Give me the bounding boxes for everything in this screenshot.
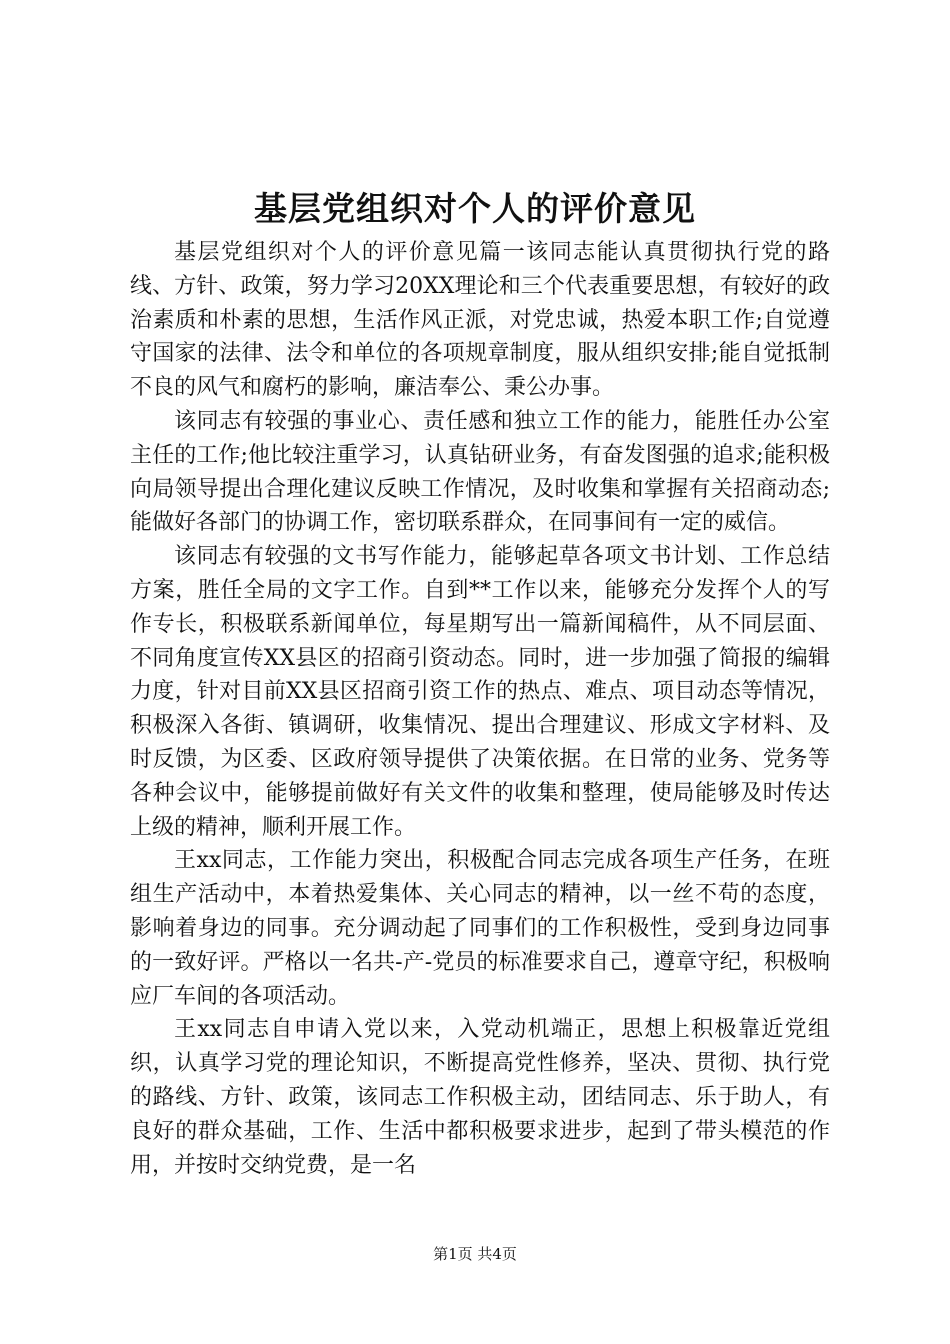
paragraph-4: 王xx同志，工作能力突出，积极配合同志完成各项生产任务，在班组生产活动中，本着热爱集体、关心同志的精神，以一丝不苟的态度，影响着身边的同事。充分调动起了同事们的工作积极性，受到身边同事的一致好评。严格以一名共-产-党员的标准要求自己，遵章守纪，积极响应厂车间的各项活动。 xyxy=(130,848,830,1009)
paragraph-5: 王xx同志自申请入党以来，入党动机端正，思想上积极靠近党组织，认真学习党的理论知识，不断提高党性修养，坚决、贯彻、执行党的路线、方针、政策，该同志工作积极主动，团结同志、乐于助人，有良好的群众基础，工作、生活中都积极要求进步，起到了带头模范的作用，并按时交纳党费，是一名 xyxy=(130,1017,830,1178)
paragraph-2: 该同志有较强的事业心、责任感和独立工作的能力，能胜任办公室主任的工作;他比较注重学习，认真钻研业务，有奋发图强的追求;能积极向局领导提出合理化建议反映工作情况，及时收集和掌握有关招商动态;能做好各部门的协调工作，密切联系群众，在同事间有一定的威信。 xyxy=(130,408,830,536)
document-body xyxy=(130,236,830,1182)
paragraph-1: 基层党组织对个人的评价意见篇一该同志能认真贯彻执行党的路线、方针、政策，努力学习20XX理论和三个代表重要思想，有较好的政治素质和朴素的思想，生活作风正派，对党忠诚，热爱本职工作;自觉遵守国家的法律、法令和单位的各项规章制度，服从组织安排;能自觉抵制不良的风气和腐朽的影响，廉洁奉公、秉公办事。 xyxy=(130,240,830,401)
document-title: 基层党组织对个人的评价意见 xyxy=(254,189,696,228)
paragraph-3: 该同志有较强的文书写作能力，能够起草各项文书计划、工作总结方案，胜任全局的文字工作。自到**工作以来，能够充分发挥个人的写作专长，积极联系新闻单位，每星期写出一篇新闻稿件，从不同层面、不同角度宣传XX县区的招商引资动态。同时，进一步加强了简报的编辑力度，针对目前XX县区招商引资工作的热点、难点、项目动态等情况，积极深入各街、镇调研，收集情况、提出合理建议、形成文字材料、及时反馈，为区委、区政府领导提供了决策依据。在日常的业务、党务等各种会议中，能够提前做好有关文件的收集和整理，使局能够及时传达上级的精神，顺利开展工作。 xyxy=(130,544,830,840)
page-number-footer: 第1页 共4页 xyxy=(433,1245,517,1263)
